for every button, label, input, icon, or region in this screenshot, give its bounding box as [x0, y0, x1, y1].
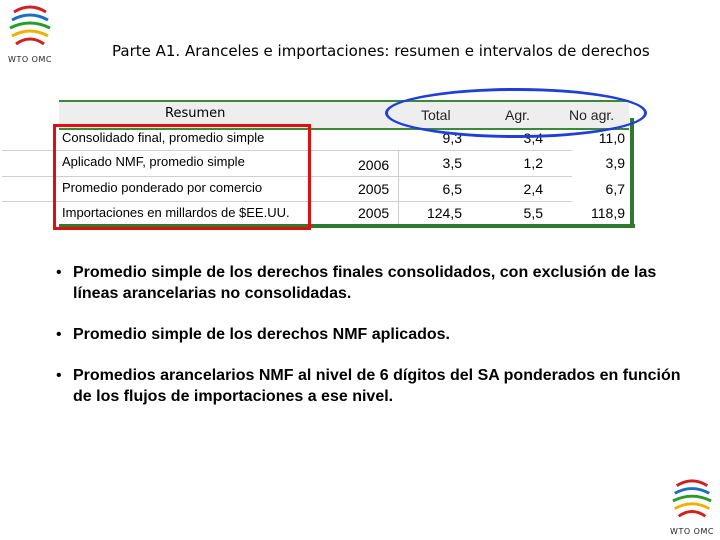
cell-agr: 1,2 [523, 155, 543, 171]
note-item [56, 324, 696, 345]
cell-total: 9,3 [442, 130, 462, 146]
bullet-symbol: • [56, 367, 62, 384]
notes-list [56, 262, 696, 427]
row-label-aplicado: Aplicado NMF, promedio simple [62, 154, 245, 169]
row-label-consolidado: Consolidado final, promedio simple [62, 130, 265, 145]
cell-no-agr: 11,0 [598, 130, 625, 146]
row-label-importaciones: Importaciones en millardos de $EE.UU. [62, 205, 290, 220]
logo-text: WTO OMC [670, 527, 714, 536]
cell-no-agr: 118,9 [591, 205, 625, 221]
note-text: Promedio simple de los derechos NMF aplicados. [73, 326, 450, 343]
column-header-total: Total [421, 107, 451, 123]
wto-logo [4, 4, 56, 66]
cell-total: 6,5 [442, 181, 462, 197]
wto-globe-icon [666, 478, 718, 522]
note-text: Promedio simple de los derechos finales consolidados, con exclusión de las líneas arancelarias no consolidadas. [73, 264, 657, 302]
wto-globe-icon [4, 4, 56, 50]
column-header-agr: Agr. [505, 107, 530, 123]
logo-text: WTO OMC [8, 55, 52, 64]
table-header-label: Resumen [165, 106, 226, 121]
note-item [56, 262, 696, 304]
cell-agr: 5,5 [523, 205, 543, 221]
note-text: Promedios arancelarios NMF al nivel de 6 dígitos del SA ponderados en función de los flujos de importaciones a ese nivel. [73, 367, 681, 405]
cell-no-agr: 3,9 [605, 155, 625, 171]
cell-total: 3,5 [442, 155, 462, 171]
row-label-ponderado: Promedio ponderado por comercio [62, 180, 263, 195]
row-year: 2005 [358, 181, 390, 197]
page-title: Parte A1. Aranceles e importaciones: resumen e intervalos de derechos [112, 42, 650, 60]
column-divider [398, 150, 399, 224]
table-right-rule [630, 118, 634, 228]
column-header-no-agr: No agr. [569, 107, 615, 123]
row-year: 2006 [358, 157, 390, 173]
blue-highlight-oval [385, 88, 647, 138]
red-highlight-box [53, 124, 311, 230]
cell-no-agr: 6,7 [605, 181, 625, 197]
wto-logo-footer [666, 478, 718, 538]
cell-agr: 2,4 [523, 181, 543, 197]
note-item [56, 365, 696, 407]
row-year: 2005 [358, 205, 390, 221]
bullet-symbol: • [56, 264, 62, 281]
cell-total: 124,5 [426, 205, 462, 221]
cell-agr: 3,4 [523, 130, 543, 146]
bullet-symbol: • [56, 326, 62, 343]
